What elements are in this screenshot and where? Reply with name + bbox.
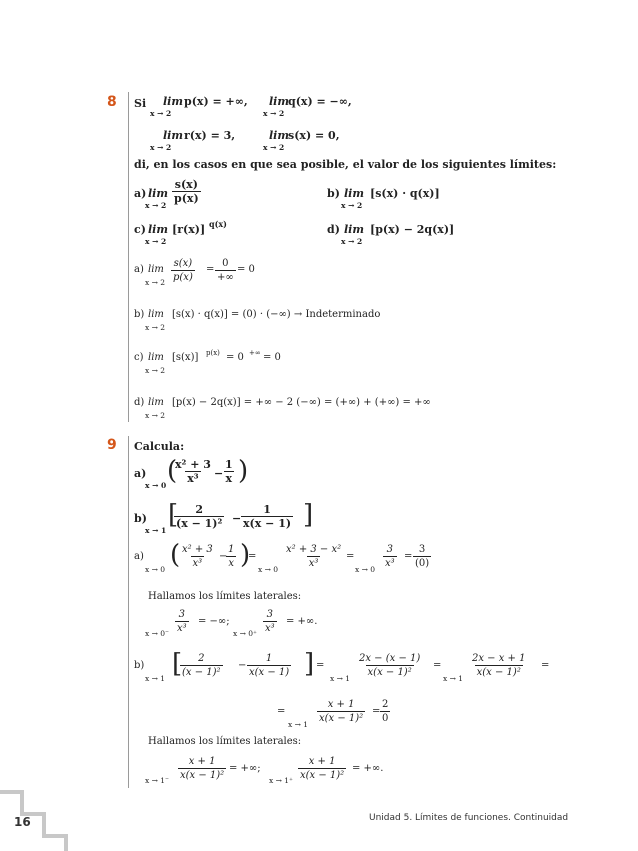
ex8-sc-exp2: +∞ — [249, 349, 261, 357]
ex9-sb-n5: x + 1 — [327, 699, 355, 710]
ex8-g2-lim: lim — [269, 95, 289, 108]
ex9-sa-lat-d2: x³ — [265, 623, 275, 634]
ex8-sa-lim: lim — [148, 264, 164, 275]
ex8-sa-fraction2 — [215, 257, 236, 284]
ex9-sa-lat-res1: = −∞; — [198, 616, 230, 627]
ex8-g2-expr: q(x) = −∞, — [288, 95, 352, 108]
ex9-sa-d1: x³ — [192, 558, 203, 569]
ex8-g2-sub: x → 2 — [263, 109, 285, 118]
ex8-g3-lim: lim — [163, 129, 183, 142]
ex9-sa-d4: x³ — [385, 558, 395, 569]
ex9-sa-paren-close: ) — [240, 540, 251, 570]
ex9-qb-n1: 2 — [195, 503, 203, 516]
ex9-sb-lat-d1: x(x − 1)² — [180, 770, 225, 781]
ex9-sb-eq1: = — [316, 660, 325, 671]
ex8-qb-sub: x → 2 — [341, 201, 363, 210]
ex9-sb-laterales: Hallamos los límites laterales: — [148, 736, 302, 747]
ex8-sc-lim: lim — [148, 352, 164, 363]
ex9-sb-lat-n2: x + 1 — [308, 756, 336, 767]
ex9-title: Calcula: — [134, 440, 185, 453]
ex9-sb-lat-frac1 — [178, 755, 226, 782]
ex9-sa-n2: 1 — [228, 544, 235, 555]
ex9-sb-bracket-open: [ — [172, 649, 183, 679]
ex9-sb-eq2: = — [433, 660, 442, 671]
ex9-sa-n4: 3 — [386, 544, 394, 555]
page-number: 16 — [14, 815, 31, 829]
ex8-qa-sub: x → 2 — [145, 201, 167, 210]
ex8-qa-fraction — [172, 178, 201, 205]
ex9-qa-n1: x² + 3 — [175, 458, 211, 471]
ex9-sa-eq1: = — [248, 551, 257, 562]
ex9-sa-lat-frac1 — [175, 608, 189, 635]
ex9-sb-sub3: x → 1 — [443, 674, 464, 683]
ex9-sb-frac6 — [380, 698, 390, 725]
ex9-sb-d3: x(x − 1)² — [367, 667, 412, 678]
ex9-sa-d3: x³ — [308, 558, 319, 569]
ex8-sa-eq: = — [206, 264, 215, 275]
ex8-prompt: di, en los casos en que sea posible, el valor de los siguientes límites: — [134, 158, 557, 171]
ex8-qd-sub: x → 2 — [341, 237, 363, 246]
ex8-qc-exp: q(x) — [209, 219, 227, 229]
ex9-qa-paren-close: ) — [238, 456, 249, 486]
ex9-sa-n5: 3 — [418, 544, 426, 555]
ex9-sa-n1: x² + 3 — [182, 544, 213, 555]
ex9-sa-frac3 — [284, 543, 343, 570]
ex8-si: Si — [134, 97, 147, 110]
ex9-sb-n3: 2x − (x − 1) — [359, 653, 421, 664]
ex8-g4-sub: x → 2 — [263, 143, 285, 152]
ex8-sa-res: = 0 — [237, 264, 255, 275]
ex9-sb-d6: 0 — [382, 713, 389, 724]
ex8-qc-label: c) — [134, 223, 146, 236]
ex9-sa-frac2 — [226, 543, 236, 570]
ex8-qb-label: b) — [327, 187, 340, 200]
ex9-sa-sub3: x → 0 — [355, 565, 376, 574]
ex8-sb-expr: [s(x) · q(x)] = (0) · (−∞) → Indeterminado — [172, 309, 381, 320]
exercise-8-number: 8 — [107, 94, 117, 110]
ex9-qa-label: a) — [134, 467, 147, 480]
ex8-sb-sub: x → 2 — [145, 323, 166, 332]
ex9-qa-d2: x — [225, 472, 233, 485]
ex9-qb-label: b) — [134, 512, 147, 525]
ex9-sb-frac2 — [247, 652, 291, 679]
ex9-sa-lat-n1: 3 — [178, 609, 186, 620]
ex9-qb-bracket-close: ] — [303, 500, 314, 530]
ex8-qb-expr: [s(x) · q(x)] — [370, 187, 440, 200]
ex9-sb-lat-n1: x + 1 — [188, 756, 216, 767]
ex9-sa-lat-d1: x³ — [177, 623, 187, 634]
ex8-g4-expr: s(x) = 0, — [288, 129, 340, 142]
footer-unit-title: Unidad 5. Límites de funciones. Continuidad — [369, 813, 569, 823]
ex9-sb-n2: 1 — [265, 653, 273, 664]
ex9-qb-bracket-open: [ — [168, 500, 179, 530]
ex9-sa-label: a) — [134, 551, 144, 562]
ex8-sd-label: d) — [134, 397, 145, 408]
ex8-qd-lim: lim — [344, 223, 364, 236]
ex9-qa-frac2 — [223, 458, 235, 485]
ex9-sb-eq3: = — [541, 660, 550, 671]
ex9-sb-sub1: x → 1 — [145, 674, 166, 683]
page-corner-steps — [0, 770, 80, 851]
ex9-sb-d1: (x − 1)² — [182, 667, 221, 678]
ex9-sa-eq3: = — [404, 551, 413, 562]
ex9-sb-d2: x(x − 1) — [249, 667, 290, 678]
ex8-sc-res2: = 0 — [263, 352, 281, 363]
ex9-qb-minus: − — [232, 512, 242, 525]
ex9-sb-lat-frac2 — [298, 755, 346, 782]
ex8-g1-lim: lim — [163, 95, 183, 108]
ex9-qa-d1: x³ — [187, 472, 199, 485]
ex9-sb-d5: x(x − 1)² — [319, 713, 364, 724]
ex8-sd-expr: [p(x) − 2q(x)] = +∞ − 2 (−∞) = (+∞) + (+∞) = +∞ — [172, 397, 431, 408]
ex9-sb-lat-sub1: x → 1⁻ — [145, 776, 170, 785]
ex8-sa-den: p(x) — [173, 272, 193, 283]
ex9-sa-d2: x — [228, 558, 234, 569]
ex9-sa-sub1: x → 0 — [145, 565, 166, 574]
ex8-qa-den: p(x) — [174, 192, 199, 205]
ex9-sa-frac5 — [413, 543, 431, 570]
ex9-sb-label: b) — [134, 660, 145, 671]
ex8-sc-base: [s(x)] — [172, 352, 199, 363]
ex9-sa-frac1 — [180, 543, 215, 570]
ex8-qc-sub: x → 2 — [145, 237, 167, 246]
ex8-sa-fraction — [171, 257, 195, 284]
ex8-g4-lim: lim — [269, 129, 289, 142]
ex9-qa-paren-open: ( — [167, 456, 178, 486]
ex9-sb-sub4: x → 1 — [288, 720, 309, 729]
ex9-sa-d5: (0) — [415, 558, 430, 569]
ex9-qb-frac1 — [174, 503, 224, 530]
ex8-qc-lim: lim — [148, 223, 168, 236]
ex8-qc-base: [r(x)] — [172, 223, 206, 236]
ex9-qa-n2: 1 — [225, 458, 233, 471]
ex9-sb-lat-d2: x(x − 1)² — [300, 770, 345, 781]
ex9-sa-lat-sub2: x → 0⁺ — [233, 629, 258, 638]
exercise-9-rule — [128, 436, 129, 788]
ex8-g3-sub: x → 2 — [150, 143, 172, 152]
ex8-qa-lim: lim — [148, 187, 168, 200]
ex8-g1-expr: p(x) = +∞, — [184, 95, 248, 108]
ex8-sb-label: b) — [134, 309, 145, 320]
ex9-sa-lat-sub1: x → 0⁻ — [145, 629, 170, 638]
ex9-sa-n3: x² + 3 − x² — [286, 544, 342, 555]
ex9-sa-sub2: x → 0 — [258, 565, 279, 574]
ex9-qb-d1: (x − 1)² — [176, 517, 223, 530]
ex9-sa-frac4 — [383, 543, 397, 570]
ex9-sb-frac5 — [317, 698, 365, 725]
ex9-sb-eq4: = — [277, 706, 286, 717]
ex8-qb-lim: lim — [344, 187, 364, 200]
ex9-qa-frac1 — [173, 458, 213, 485]
ex9-sb-frac3 — [357, 652, 422, 679]
ex9-sa-lat-n2: 3 — [266, 609, 274, 620]
ex9-qa-sub: x → 0 — [145, 481, 167, 490]
ex8-sa-den2: +∞ — [217, 272, 234, 283]
ex9-qb-frac2 — [241, 503, 293, 530]
ex9-sb-eq5: = — [372, 706, 381, 717]
ex9-qb-sub: x → 1 — [145, 526, 167, 535]
ex9-sb-sub2: x → 1 — [330, 674, 351, 683]
ex8-qd-expr: [p(x) − 2q(x)] — [370, 223, 455, 236]
ex8-g3-expr: r(x) = 3, — [184, 129, 236, 142]
exercise-8-rule — [128, 92, 129, 422]
ex9-qb-n2: 1 — [263, 503, 271, 516]
ex9-sb-n1: 2 — [198, 653, 205, 664]
ex8-qd-label: d) — [327, 223, 340, 236]
ex9-sb-n6: 2 — [382, 699, 389, 710]
ex9-sa-eq2: = — [346, 551, 355, 562]
ex9-sa-minus: − — [219, 551, 228, 562]
exercise-9-number: 9 — [107, 437, 117, 453]
ex8-sa-num2: 0 — [222, 258, 229, 269]
ex8-sa-label: a) — [134, 264, 144, 275]
ex8-qa-num: s(x) — [174, 178, 198, 191]
ex9-sb-d4: x(x − 1)² — [476, 667, 521, 678]
ex8-qa-label: a) — [134, 187, 147, 200]
ex8-g1-sub: x → 2 — [150, 109, 172, 118]
ex8-sd-sub: x → 2 — [145, 411, 166, 420]
ex8-sc-exp: p(x) — [206, 349, 220, 357]
ex9-sb-bracket-close: ] — [304, 649, 315, 679]
ex9-qb-d2: x(x − 1) — [243, 517, 292, 530]
ex9-sb-n4: 2x − x + 1 — [472, 653, 526, 664]
ex9-sb-frac1 — [180, 652, 223, 679]
ex9-sb-lat-res1: = +∞; — [229, 763, 261, 774]
ex9-sb-minus: − — [238, 660, 247, 671]
ex9-sa-lat-frac2 — [263, 608, 277, 635]
ex9-sb-frac4 — [470, 652, 527, 679]
ex9-sa-paren-open: ( — [170, 540, 181, 570]
ex9-sa-laterales: Hallamos los límites laterales: — [148, 591, 302, 602]
ex8-sb-lim: lim — [148, 309, 164, 320]
ex8-sa-num: s(x) — [173, 258, 193, 269]
ex8-sc-sub: x → 2 — [145, 366, 166, 375]
ex8-sc-label: c) — [134, 352, 144, 363]
ex9-sb-lat-res2: = +∞. — [352, 763, 384, 774]
ex8-sc-res: = 0 — [226, 352, 244, 363]
ex9-sb-lat-sub2: x → 1⁺ — [269, 776, 294, 785]
ex9-qa-minus: − — [214, 467, 224, 480]
ex8-sd-lim: lim — [148, 397, 164, 408]
ex9-sa-lat-res2: = +∞. — [286, 616, 318, 627]
ex8-sa-sub: x → 2 — [145, 278, 166, 287]
